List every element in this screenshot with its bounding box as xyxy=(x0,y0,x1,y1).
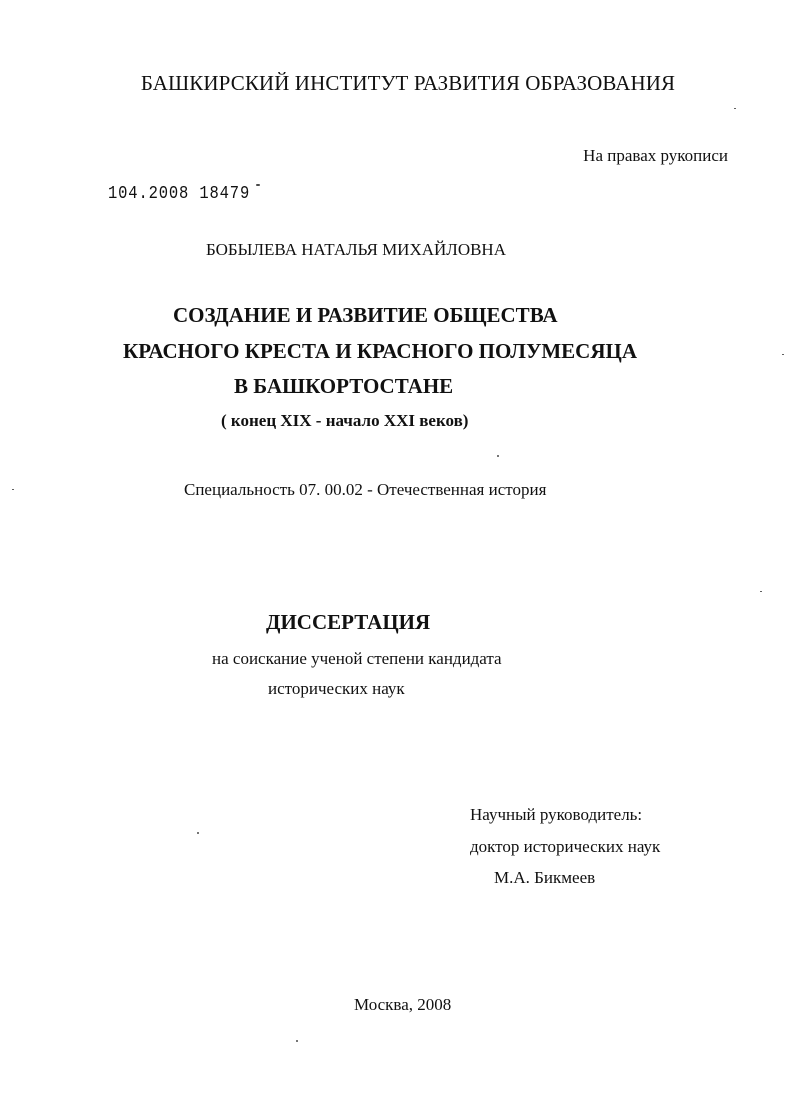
specialty-line: Специальность 07. 00.02 - Отечественная история xyxy=(184,480,547,499)
author-name: БОБЫЛЕВА НАТАЛЬЯ МИХАЙЛОВНА xyxy=(206,240,506,259)
title-line-3: В БАШКОРТОСТАНЕ xyxy=(234,374,454,398)
scan-speck xyxy=(734,108,736,109)
scan-speck xyxy=(197,832,199,834)
archive-number-stamp: 104.2008 18479 xyxy=(108,184,251,204)
degree-line-1: на соискание ученой степени кандидата xyxy=(212,649,502,668)
title-line-2: КРАСНОГО КРЕСТА И КРАСНОГО ПОЛУМЕСЯЦА xyxy=(123,339,638,363)
dissertation-heading: ДИССЕРТАЦИЯ xyxy=(266,610,431,634)
city-and-year: Москва, 2008 xyxy=(354,995,452,1014)
rights-notice: На правах рукописи xyxy=(583,146,728,165)
supervisor-name: М.А. Бикмеев xyxy=(494,868,596,887)
scan-speck xyxy=(760,591,762,592)
title-line-1: СОЗДАНИЕ И РАЗВИТИЕ ОБЩЕСТВА xyxy=(173,303,558,327)
stamp-mark xyxy=(256,184,260,186)
scan-speck xyxy=(782,354,784,355)
scan-speck xyxy=(497,455,499,457)
supervisor-label: Научный руководитель: xyxy=(470,805,643,824)
title-period: ( конец XIX - начало XXI веков) xyxy=(221,411,469,430)
institute-name: БАШКИРСКИЙ ИНСТИТУТ РАЗВИТИЯ ОБРАЗОВАНИЯ xyxy=(140,71,676,95)
scan-speck xyxy=(12,489,14,490)
supervisor-degree: доктор исторических наук xyxy=(470,837,661,856)
scan-speck xyxy=(296,1040,298,1042)
degree-line-2: исторических наук xyxy=(268,679,405,698)
